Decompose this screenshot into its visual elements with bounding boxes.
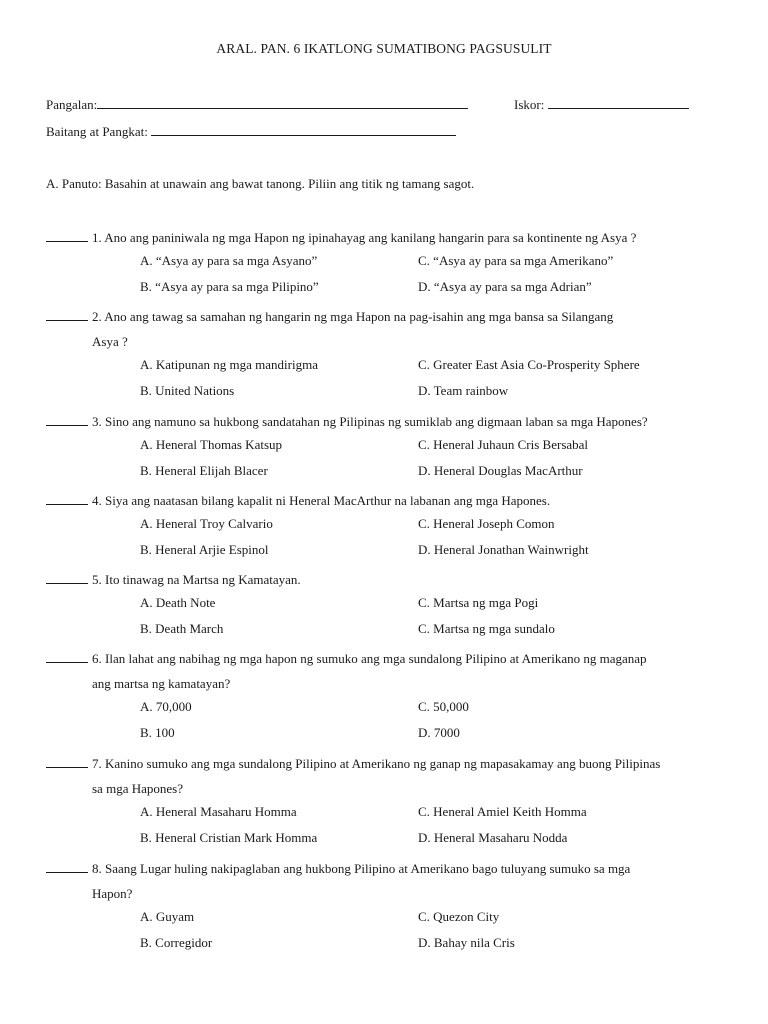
question-text-continued: sa mga Hapones? xyxy=(92,781,183,796)
choice-b: B. Death March xyxy=(140,621,224,636)
choices xyxy=(46,253,726,305)
answer-blank[interactable] xyxy=(46,650,88,663)
grade-field[interactable] xyxy=(151,123,456,136)
question-text: 4. Siya ang naatasan bilang kapalit ni Heneral MacArthur na labanan ang mga Hapones. xyxy=(92,493,551,508)
answer-blank[interactable] xyxy=(46,492,88,505)
score-row xyxy=(514,96,689,113)
choices xyxy=(46,357,726,409)
choices xyxy=(46,516,726,568)
choice-b: B. Corregidor xyxy=(140,935,213,950)
choice-c: C. 50,000 xyxy=(418,699,469,714)
choice-d: D. Bahay nila Cris xyxy=(418,935,515,950)
score-label: Iskor: xyxy=(514,97,545,112)
choices xyxy=(46,699,726,751)
question-1 xyxy=(46,229,726,305)
question-text: 3. Sino ang namuno sa hukbong sandatahan ng Pilipinas ng sumiklab ang digmaan laban sa mga Hapones? xyxy=(92,414,648,429)
name-row xyxy=(46,96,468,113)
question-text-continued: Asya ? xyxy=(92,334,128,349)
question-text: 7. Kanino sumuko ang mga sundalong Pilipino at Amerikano ng ganap ng mapasakamay ang buong Pilipinas xyxy=(92,756,661,771)
choice-b: B. Heneral Elijah Blacer xyxy=(140,463,268,478)
choice-d: D. Heneral Masaharu Nodda xyxy=(418,830,568,845)
choice-d: D. “Asya ay para sa mga Adrian” xyxy=(418,279,592,294)
choice-a: A. Katipunan ng mga mandirigma xyxy=(140,357,318,372)
answer-blank[interactable] xyxy=(46,413,88,426)
question-text: 5. Ito tinawag na Martsa ng Kamatayan. xyxy=(92,572,301,587)
choices xyxy=(46,804,726,856)
choice-a: A. “Asya ay para sa mga Asyano” xyxy=(140,253,318,268)
answer-blank[interactable] xyxy=(46,308,88,321)
choice-b: B. Heneral Arjie Espinol xyxy=(140,542,269,557)
answer-blank[interactable] xyxy=(46,755,88,768)
choice-c: C. “Asya ay para sa mga Amerikano” xyxy=(418,253,614,268)
answer-blank[interactable] xyxy=(46,571,88,584)
question-2 xyxy=(46,308,726,409)
choice-a: A. Heneral Troy Calvario xyxy=(140,516,273,531)
score-field[interactable] xyxy=(548,96,689,109)
choice-a: A. Death Note xyxy=(140,595,216,610)
question-text: 2. Ano ang tawag sa samahan ng hangarin ng mga Hapon na pag-isahin ang mga bansa sa Silangang xyxy=(92,309,614,324)
choices xyxy=(46,595,726,647)
question-4 xyxy=(46,492,726,568)
grade-label: Baitang at Pangkat: xyxy=(46,124,148,139)
question-3 xyxy=(46,413,726,489)
question-7 xyxy=(46,755,726,856)
question-text: 6. Ilan lahat ang nabihag ng mga hapon ng sumuko ang mga sundalong Pilipino at Amerikano ng maganap xyxy=(92,651,647,666)
choice-d: D. 7000 xyxy=(418,725,460,740)
choice-d: D. Team rainbow xyxy=(418,383,509,398)
choice-b: B. “Asya ay para sa mga Pilipino” xyxy=(140,279,319,294)
choice-b: B. Heneral Cristian Mark Homma xyxy=(140,830,318,845)
choice-b: B. 100 xyxy=(140,725,175,740)
question-text: 8. Saang Lugar huling nakipaglaban ang hukbong Pilipino at Amerikano bago tuluyang sumuko sa mga xyxy=(92,861,631,876)
choice-c: C. Greater East Asia Co-Prosperity Sphere xyxy=(418,357,640,372)
choice-c: C. Quezon City xyxy=(418,909,500,924)
choice-c: C. Martsa ng mga Pogi xyxy=(418,595,539,610)
choice-c: C. Heneral Joseph Comon xyxy=(418,516,555,531)
question-6 xyxy=(46,650,726,751)
answer-blank[interactable] xyxy=(46,860,88,873)
instructions: A. Panuto: Basahin at unawain ang bawat tanong. Piliin ang titik ng tamang sagot. xyxy=(46,176,475,191)
choice-a: A. Guyam xyxy=(140,909,195,924)
question-text-continued: Hapon? xyxy=(92,886,133,901)
choice-b: B. United Nations xyxy=(140,383,235,398)
choice-d: D. Heneral Douglas MacArthur xyxy=(418,463,583,478)
choice-c: C. Heneral Amiel Keith Homma xyxy=(418,804,587,819)
choice-d: C. Martsa ng mga sundalo xyxy=(418,621,555,636)
choice-a: A. Heneral Masaharu Homma xyxy=(140,804,297,819)
choice-d: D. Heneral Jonathan Wainwright xyxy=(418,542,589,557)
question-8 xyxy=(46,860,726,961)
choice-c: C. Heneral Juhaun Cris Bersabal xyxy=(418,437,589,452)
name-label: Pangalan: xyxy=(46,97,98,112)
answer-blank[interactable] xyxy=(46,229,88,242)
question-text-continued: ang martsa ng kamatayan? xyxy=(92,676,231,691)
choice-a: A. 70,000 xyxy=(140,699,192,714)
page-title: ARAL. PAN. 6 IKATLONG SUMATIBONG PAGSUSULIT xyxy=(216,41,552,56)
choices xyxy=(46,437,726,489)
choices xyxy=(46,909,726,961)
grade-row xyxy=(46,123,456,140)
question-text: 1. Ano ang paniniwala ng mga Hapon ng ipinahayag ang kanilang hangarin para sa kontinente ng Asya ? xyxy=(92,230,637,245)
name-field[interactable] xyxy=(97,96,468,109)
choice-a: A. Heneral Thomas Katsup xyxy=(140,437,283,452)
question-5 xyxy=(46,571,726,647)
